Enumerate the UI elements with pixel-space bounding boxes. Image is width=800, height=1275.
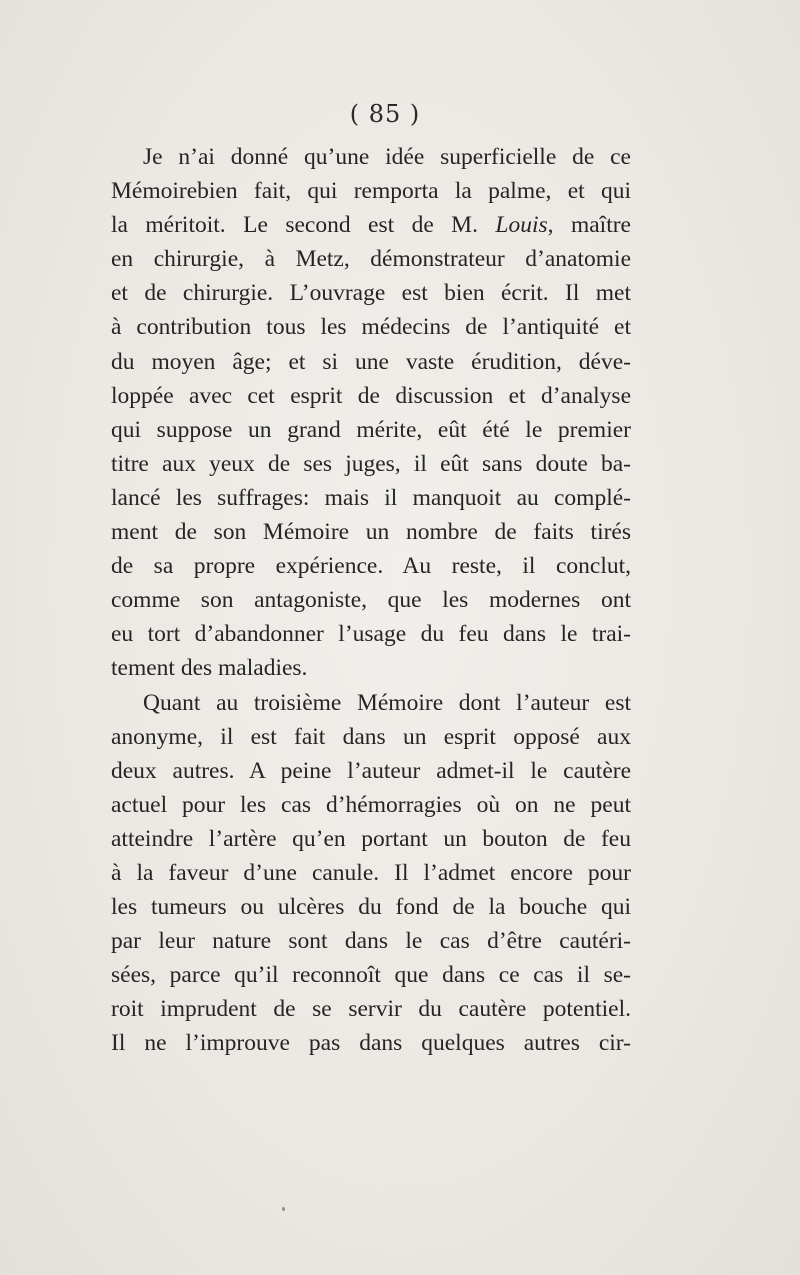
text-line: lancé les suffrages: mais il manquoit au complé- <box>111 484 631 511</box>
text-line: loppée avec cet esprit de discussion et d’analyse <box>111 382 631 409</box>
italic-name: Louis <box>495 212 548 239</box>
text-line: atteindre l’artère qu’en portant un bouton de feu <box>111 825 631 852</box>
text-line: tement des maladies. <box>111 655 308 682</box>
text-line: titre aux yeux de ses juges, il eût sans doute ba- <box>111 450 631 477</box>
text-line: par leur nature sont dans le cas d’être cautéri- <box>111 928 631 955</box>
text-line: sées, parce qu’il reconnoît que dans ce cas il se- <box>111 962 631 989</box>
text-line: comme son antagoniste, que les modernes ont <box>111 587 631 614</box>
text-line: du moyen âge; et si une vaste érudition, déve- <box>111 348 631 375</box>
text-line: la méritoit. Le second est de M. Louis, maître <box>111 212 631 239</box>
text-line: en chirurgie, à Metz, démonstrateur d’anatomie <box>111 246 631 273</box>
body-text <box>111 140 631 1061</box>
text-line: anonyme, il est fait dans un esprit opposé aux <box>111 723 631 750</box>
text-line: Quant au troisième Mémoire dont l’auteur est <box>143 689 631 716</box>
paper-speck <box>282 1207 285 1211</box>
text-line: deux autres. A peine l’auteur admet-il le cautère <box>111 757 631 784</box>
text-line: de sa propre expérience. Au reste, il conclut, <box>111 553 631 580</box>
text-line: actuel pour les cas d’hémorragies où on ne peut <box>111 791 631 818</box>
text-line: et de chirurgie. L’ouvrage est bien écrit. Il met <box>111 280 631 307</box>
text-line: Mémoirebien fait, qui remporta la palme, et qui <box>111 178 631 205</box>
text-line: à contribution tous les médecins de l’antiquité et <box>111 314 631 341</box>
text-line: qui suppose un grand mérite, eût été le premier <box>111 416 631 443</box>
text-line: Je n’ai donné qu’une idée superficielle de ce <box>143 144 631 170</box>
text-line: les tumeurs ou ulcères du fond de la bouche qui <box>111 894 631 921</box>
text-line: à la faveur d’une canule. Il l’admet encore pour <box>111 859 631 886</box>
text-line: Il ne l’improuve pas dans quelques autres cir- <box>111 1030 631 1057</box>
page-number: ( 85 ) <box>349 100 421 128</box>
text-line: roit imprudent de se servir du cautère potentiel. <box>111 996 631 1023</box>
text-line: eu tort d’abandonner l’usage du feu dans le trai- <box>111 621 631 648</box>
text-line: ment de son Mémoire un nombre de faits tirés <box>111 519 631 546</box>
